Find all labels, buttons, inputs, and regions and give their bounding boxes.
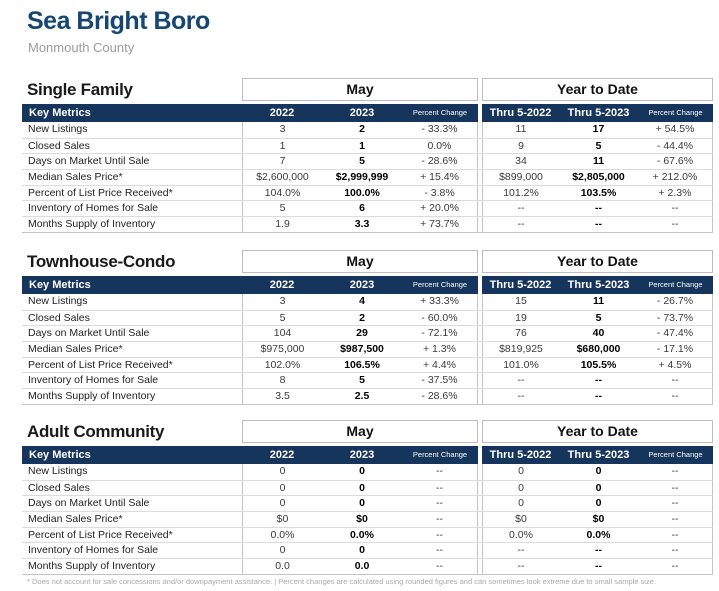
current-value: 0 — [595, 465, 602, 477]
percent-change-value: -- — [436, 481, 443, 494]
metric-label: Days on Market Until Sale — [28, 155, 150, 168]
col-thru-5-2022: Thru 5-2022 — [489, 107, 552, 119]
metric-label: New Listings — [28, 123, 88, 135]
current-value: 0 — [359, 544, 365, 557]
col-2022: 2022 — [269, 449, 295, 461]
table-body — [22, 122, 713, 233]
col-percent-change: Percent Change — [412, 108, 468, 117]
table-row — [22, 495, 713, 511]
percent-change-value: -- — [436, 544, 443, 557]
percent-change-value: -- — [671, 202, 679, 215]
metric-label: Months Supply of Inventory — [28, 390, 156, 403]
table-row — [22, 388, 713, 404]
prev-value: 0.0% — [270, 528, 295, 541]
percent-change-value: - 67.6% — [656, 155, 694, 168]
col-thru-5-2023: Thru 5-2023 — [567, 449, 630, 461]
may-values — [242, 186, 478, 201]
ytd-column-headers — [482, 104, 713, 122]
prev-value: -- — [517, 202, 525, 215]
table-body — [22, 294, 713, 405]
percent-change-value: - 17.1% — [656, 343, 694, 356]
current-value: $2,999,999 — [335, 171, 389, 184]
metric-label: Inventory of Homes for Sale — [28, 202, 159, 215]
percent-change-value: - 60.0% — [421, 311, 458, 324]
prev-value: 3 — [279, 295, 286, 307]
metric-label: Months Supply of Inventory — [28, 560, 156, 573]
prev-value: 101.0% — [503, 358, 539, 371]
prev-value: 3.5 — [275, 390, 290, 403]
current-value: 5 — [595, 311, 602, 324]
col-percent-change: Percent Change — [648, 450, 703, 459]
prev-value: 0.0% — [509, 528, 533, 541]
percent-change-value: -- — [671, 374, 679, 387]
current-value: 11 — [592, 295, 605, 307]
percent-change-value: + 54.5% — [655, 123, 695, 135]
current-value: 0.0 — [354, 560, 370, 573]
current-value: 5 — [359, 374, 365, 387]
prev-value: $975,000 — [260, 343, 305, 356]
table-adult-community — [22, 420, 713, 575]
prev-value: -- — [517, 560, 525, 573]
prev-value: -- — [517, 218, 525, 231]
col-thru-5-2023: Thru 5-2023 — [567, 279, 630, 291]
prev-value: 1.9 — [275, 218, 290, 231]
prev-value: 0.0 — [275, 560, 290, 573]
ytd-values — [482, 496, 713, 511]
key-metrics-header: Key Metrics — [22, 276, 242, 294]
prev-value: $819,925 — [499, 343, 543, 356]
percent-change-value: - 26.7% — [656, 295, 694, 307]
may-values — [242, 543, 478, 558]
ytd-values — [482, 373, 713, 388]
percent-change-value: -- — [436, 465, 443, 477]
current-value: 0.0% — [350, 528, 374, 541]
table-row — [22, 357, 713, 373]
current-value: 40 — [592, 327, 605, 340]
table-townhouse-condo — [22, 250, 713, 405]
may-values — [242, 342, 478, 357]
percent-change-value: - 3.8% — [424, 186, 455, 199]
ytd-values — [482, 186, 713, 201]
metric-label: Median Sales Price* — [28, 343, 123, 356]
year-to-date-group-header: Year to Date — [482, 78, 713, 101]
prev-value: 34 — [515, 155, 527, 168]
metric-label: Median Sales Price* — [28, 171, 123, 184]
table-row — [22, 527, 713, 543]
table-row — [22, 542, 713, 558]
may-values — [242, 326, 478, 341]
prev-value: 0 — [518, 497, 524, 510]
current-value: 2 — [359, 123, 365, 135]
ytd-values — [482, 122, 713, 138]
percent-change-value: - 47.4% — [656, 327, 694, 340]
percent-change-value: + 15.4% — [420, 171, 459, 184]
ytd-values — [482, 294, 713, 310]
may-values — [242, 373, 478, 388]
current-value: 4 — [359, 295, 365, 307]
table-row — [22, 464, 713, 480]
ytd-values — [482, 528, 713, 543]
column-header-bar — [22, 104, 713, 122]
metric-label: Percent of List Price Received* — [28, 358, 173, 371]
may-column-headers — [242, 446, 478, 464]
may-values — [242, 311, 478, 326]
ytd-values — [482, 481, 713, 496]
current-value: 0 — [359, 497, 365, 510]
may-column-headers — [242, 104, 478, 122]
percent-change-value: - 44.4% — [656, 139, 694, 152]
percent-change-value: + 4.5% — [658, 358, 692, 371]
prev-value: 15 — [515, 295, 527, 307]
prev-value: 9 — [518, 139, 524, 152]
table-body — [22, 464, 713, 575]
prev-value: 104.0% — [264, 186, 301, 199]
may-group-header: May — [242, 78, 478, 101]
table-row — [22, 558, 713, 574]
metric-label: Percent of List Price Received* — [28, 528, 173, 541]
prev-value: 102.0% — [264, 358, 301, 371]
current-value: -- — [595, 390, 602, 403]
current-value: 17 — [592, 123, 605, 135]
ytd-column-headers — [482, 446, 713, 464]
ytd-values — [482, 217, 713, 232]
percent-change-value: -- — [671, 465, 679, 477]
prev-value: 0 — [279, 544, 286, 557]
metric-label: Closed Sales — [28, 481, 90, 494]
column-header-bar — [22, 446, 713, 464]
col-percent-change: Percent Change — [648, 108, 703, 117]
current-value: 103.5% — [580, 186, 617, 199]
may-column-headers — [242, 276, 478, 294]
col-2023: 2023 — [349, 449, 375, 461]
metric-label: Closed Sales — [28, 311, 90, 324]
percent-change-value: + 2.3% — [658, 186, 692, 199]
may-values — [242, 389, 478, 404]
prev-value: 76 — [515, 327, 527, 340]
table-row — [22, 511, 713, 527]
prev-value: -- — [517, 374, 525, 387]
section-title: Adult Community — [27, 422, 165, 441]
percent-change-value: + 4.4% — [423, 358, 456, 371]
percent-change-value: -- — [671, 513, 679, 526]
may-values — [242, 217, 478, 232]
col-percent-change: Percent Change — [648, 280, 703, 289]
ytd-values — [482, 326, 713, 341]
ytd-values — [482, 389, 713, 404]
may-values — [242, 496, 478, 511]
prev-value: 0 — [518, 481, 524, 494]
prev-value: $0 — [515, 513, 527, 526]
prev-value: -- — [517, 390, 525, 403]
may-values — [242, 122, 478, 138]
prev-value: 1 — [279, 139, 286, 152]
col-thru-5-2023: Thru 5-2023 — [567, 107, 630, 119]
section-title: Single Family — [27, 80, 133, 99]
prev-value: 0 — [279, 465, 286, 477]
current-value: $0 — [592, 513, 605, 526]
percent-change-value: + 20.0% — [420, 202, 459, 215]
current-value: 0 — [359, 465, 365, 477]
prev-value: 5 — [279, 202, 286, 215]
table-row — [22, 169, 713, 185]
col-percent-change: Percent Change — [412, 280, 468, 289]
table-row — [22, 185, 713, 201]
percent-change-value: -- — [436, 513, 443, 526]
prev-value: $899,000 — [499, 171, 543, 184]
table-row — [22, 200, 713, 216]
section-header — [22, 78, 713, 101]
percent-change-value: - 28.6% — [421, 390, 458, 403]
percent-change-value: -- — [436, 528, 443, 541]
current-value: 105.5% — [580, 358, 617, 371]
percent-change-value: -- — [671, 218, 679, 231]
percent-change-value: - 37.5% — [421, 374, 458, 387]
percent-change-value: -- — [436, 497, 443, 510]
may-values — [242, 528, 478, 543]
current-value: -- — [595, 544, 602, 557]
table-row — [22, 153, 713, 169]
percent-change-value: 0.0% — [427, 139, 452, 152]
may-values — [242, 559, 478, 574]
ytd-values — [482, 543, 713, 558]
ytd-values — [482, 358, 713, 373]
may-values — [242, 201, 478, 216]
percent-change-value: + 73.7% — [420, 218, 459, 231]
may-values — [242, 139, 478, 154]
may-group-header: May — [242, 250, 478, 273]
current-value: 2.5 — [354, 390, 370, 403]
ytd-values — [482, 139, 713, 154]
current-value: 0 — [359, 481, 365, 494]
may-values — [242, 512, 478, 527]
prev-value: 101.2% — [503, 186, 539, 199]
prev-value: $0 — [276, 513, 289, 526]
year-to-date-group-header: Year to Date — [482, 250, 713, 273]
current-value: -- — [595, 202, 602, 215]
current-value: $680,000 — [576, 343, 621, 356]
col-percent-change: Percent Change — [412, 450, 468, 459]
percent-change-value: + 33.3% — [420, 295, 459, 307]
current-value: 106.5% — [344, 358, 380, 371]
table-row — [22, 138, 713, 154]
current-value: $0 — [356, 513, 368, 526]
prev-value: 7 — [279, 155, 286, 168]
prev-value: 0 — [279, 497, 286, 510]
ytd-values — [482, 342, 713, 357]
table-single-family — [22, 78, 713, 233]
table-row — [22, 216, 713, 232]
ytd-column-headers — [482, 276, 713, 294]
col-2023: 2023 — [349, 107, 375, 119]
percent-change-value: - 73.7% — [656, 311, 694, 324]
may-values — [242, 154, 478, 169]
table-row — [22, 310, 713, 326]
metric-label: Closed Sales — [28, 139, 90, 152]
col-2022: 2022 — [269, 279, 295, 291]
metric-label: Days on Market Until Sale — [28, 497, 150, 510]
table-row — [22, 480, 713, 496]
metric-label: Percent of List Price Received* — [28, 186, 173, 199]
may-values — [242, 294, 478, 310]
prev-value: 11 — [515, 123, 527, 135]
ytd-values — [482, 201, 713, 216]
current-value: 29 — [356, 327, 368, 340]
ytd-values — [482, 311, 713, 326]
ytd-values — [482, 154, 713, 169]
may-values — [242, 358, 478, 373]
current-value: 0 — [595, 481, 602, 494]
current-value: -- — [595, 218, 602, 231]
may-group-header: May — [242, 420, 478, 443]
page-title: Sea Bright Boro — [27, 7, 210, 35]
prev-value: 0 — [279, 481, 286, 494]
may-values — [242, 481, 478, 496]
prev-value: -- — [517, 544, 525, 557]
current-value: $987,500 — [340, 343, 384, 356]
percent-change-value: -- — [671, 481, 679, 494]
percent-change-value: + 1.3% — [423, 343, 456, 356]
current-value: -- — [595, 560, 602, 573]
percent-change-value: + 212.0% — [652, 171, 698, 184]
page-subtitle: Monmouth County — [28, 40, 135, 55]
key-metrics-header: Key Metrics — [22, 104, 242, 122]
metric-label: New Listings — [28, 465, 88, 477]
section-title: Townhouse-Condo — [27, 252, 176, 271]
col-2023: 2023 — [349, 279, 375, 291]
metric-label: Median Sales Price* — [28, 513, 123, 526]
percent-change-value: -- — [671, 528, 679, 541]
ytd-values — [482, 512, 713, 527]
prev-value: 0 — [518, 465, 524, 477]
current-value: -- — [595, 374, 602, 387]
section-header — [22, 420, 713, 443]
current-value: 100.0% — [344, 186, 380, 199]
current-value: $2,805,000 — [572, 171, 625, 184]
ytd-values — [482, 464, 713, 480]
percent-change-value: -- — [671, 497, 679, 510]
percent-change-value: - 28.6% — [421, 155, 458, 168]
percent-change-value: -- — [671, 544, 679, 557]
current-value: 0.0% — [586, 528, 611, 541]
section-header — [22, 250, 713, 273]
prev-value: 104 — [273, 327, 292, 340]
percent-change-value: - 33.3% — [421, 123, 458, 135]
col-thru-5-2022: Thru 5-2022 — [489, 279, 552, 291]
current-value: 5 — [359, 155, 365, 168]
current-value: 1 — [359, 139, 365, 152]
metric-label: Inventory of Homes for Sale — [28, 544, 159, 557]
col-2022: 2022 — [269, 107, 295, 119]
may-values — [242, 464, 478, 480]
table-row — [22, 122, 713, 138]
table-row — [22, 341, 713, 357]
table-row — [22, 294, 713, 310]
current-value: 5 — [595, 139, 602, 152]
current-value: 11 — [592, 155, 605, 168]
metric-label: New Listings — [28, 295, 88, 307]
prev-value: $2,600,000 — [256, 171, 309, 184]
current-value: 2 — [359, 311, 365, 324]
year-to-date-group-header: Year to Date — [482, 420, 713, 443]
percent-change-value: -- — [671, 390, 679, 403]
metric-label: Days on Market Until Sale — [28, 327, 150, 340]
key-metrics-header: Key Metrics — [22, 446, 242, 464]
ytd-values — [482, 170, 713, 185]
metric-label: Months Supply of Inventory — [28, 218, 156, 231]
table-row — [22, 372, 713, 388]
percent-change-value: - 72.1% — [421, 327, 458, 340]
prev-value: 8 — [279, 374, 286, 387]
prev-value: 19 — [515, 311, 527, 324]
percent-change-value: -- — [671, 560, 679, 573]
may-values — [242, 170, 478, 185]
ytd-values — [482, 559, 713, 574]
current-value: 0 — [595, 497, 602, 510]
current-value: 3.3 — [354, 218, 370, 231]
col-thru-5-2022: Thru 5-2022 — [489, 449, 552, 461]
table-row — [22, 325, 713, 341]
prev-value: 3 — [279, 123, 286, 135]
footnote: * Does not account for sale concessions and/or downpayment assistance. | Percent changes are calculated using rounded figures and can sometimes look extreme due to small sample size. — [27, 577, 656, 586]
column-header-bar — [22, 276, 713, 294]
metric-label: Inventory of Homes for Sale — [28, 374, 159, 387]
current-value: 6 — [359, 202, 365, 215]
percent-change-value: -- — [436, 560, 443, 573]
prev-value: 5 — [279, 311, 286, 324]
